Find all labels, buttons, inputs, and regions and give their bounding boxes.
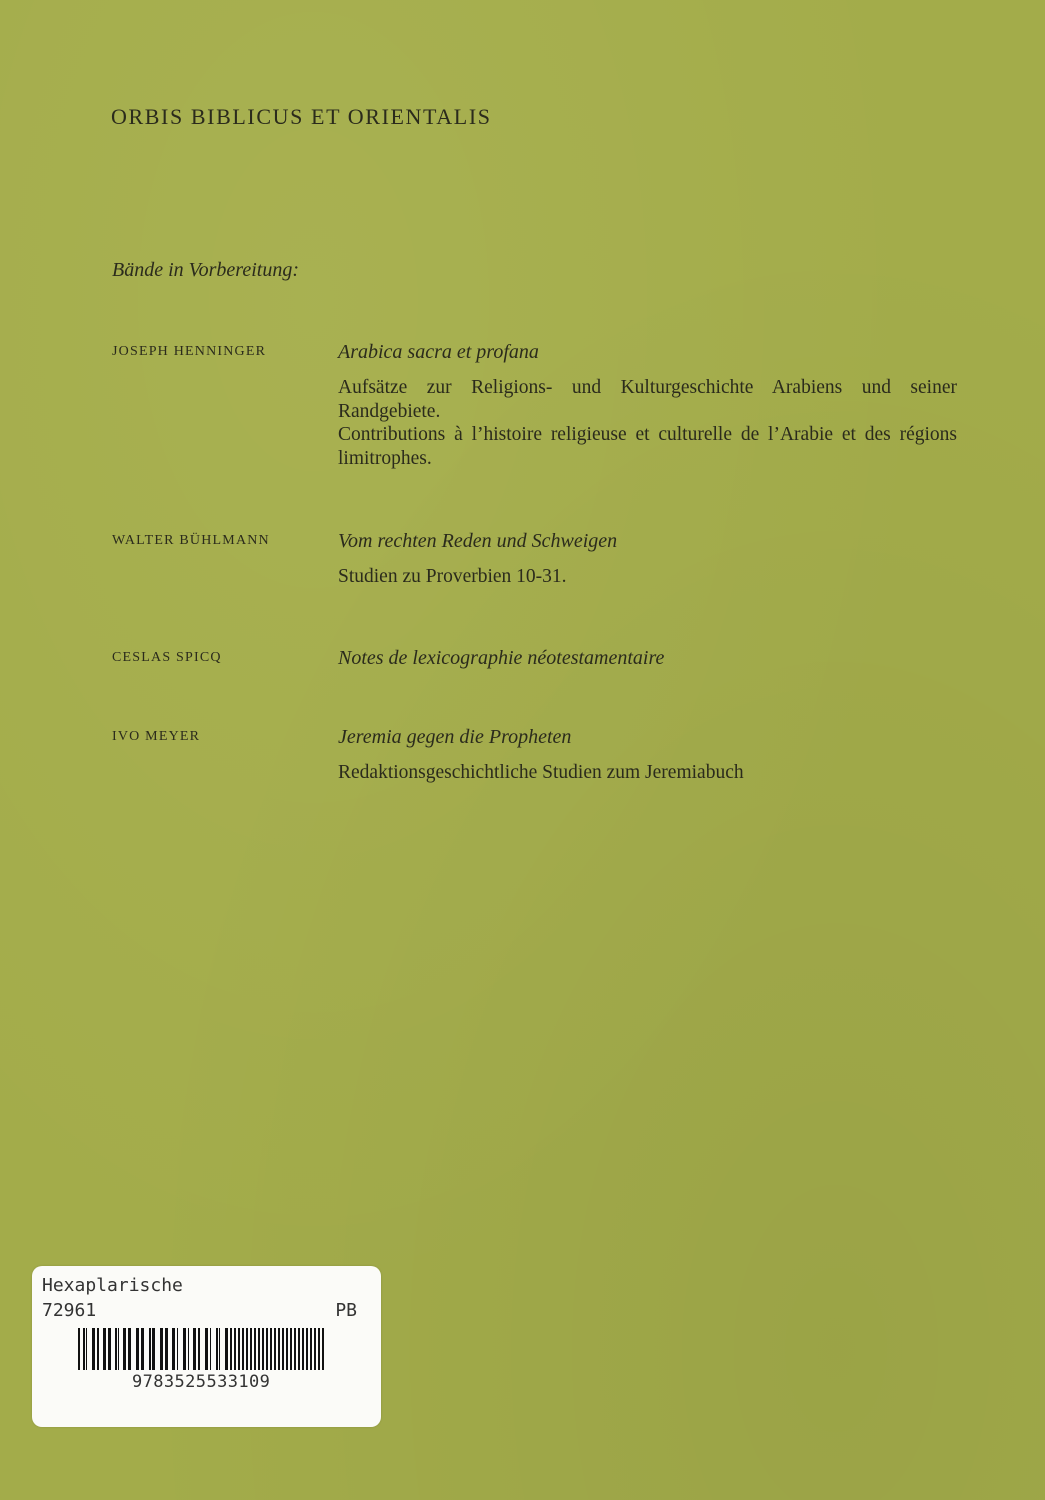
section-heading: Bände in Vorbereitung:: [112, 259, 300, 281]
barcode-bar: [205, 1328, 208, 1370]
barcode-bar: [115, 1328, 117, 1370]
barcode-bar: [78, 1328, 80, 1370]
barcode-sticker: [32, 1266, 381, 1427]
entry-author: JOSEPH HENNINGER: [112, 344, 267, 359]
sticker-code: 72961: [42, 1300, 97, 1321]
barcode-bar: [270, 1328, 272, 1370]
entry-work: [338, 725, 957, 785]
barcode-bar: [234, 1328, 236, 1370]
barcode-bar: [286, 1328, 288, 1370]
barcode-bar: [128, 1328, 131, 1370]
barcode-bar: [177, 1328, 178, 1370]
barcode-bar: [274, 1328, 276, 1370]
entry-description-line: Studien zu Proverbien 10-31.: [338, 566, 567, 587]
barcode-bar: [294, 1328, 296, 1370]
barcode-bar: [254, 1328, 256, 1370]
entry-work: [338, 529, 957, 589]
entry-description-line: Contributions à l’histoire religieuse et culturelle de l’Arabie et des régions limitrophes.: [338, 424, 957, 469]
entry-author: CESLAS SPICQ: [112, 650, 222, 665]
barcode-bar: [262, 1328, 264, 1370]
sticker-format: PB: [335, 1300, 357, 1321]
barcode-bar: [86, 1328, 87, 1370]
barcode-bar: [238, 1328, 240, 1370]
barcode-bar: [216, 1328, 218, 1370]
barcode-bar: [246, 1328, 248, 1370]
barcode-bar: [282, 1328, 284, 1370]
sticker-title: Hexaplarische: [42, 1275, 183, 1296]
entry-author: IVO MEYER: [112, 729, 201, 744]
barcode-bar: [318, 1328, 320, 1370]
barcode-bar: [193, 1328, 196, 1370]
entry-work: [338, 340, 957, 470]
series-title: ORBIS BIBLICUS ET ORIENTALIS: [111, 104, 492, 129]
barcode-bar: [310, 1328, 312, 1370]
barcode-bar: [302, 1328, 304, 1370]
entry-description: [338, 376, 957, 470]
barcode-bar: [210, 1328, 211, 1370]
barcode-bar: [97, 1328, 99, 1370]
barcode-bar: [188, 1328, 189, 1370]
barcode-bar: [172, 1328, 175, 1370]
entry-description-line: Aufsätze zur Religions- und Kulturgeschichte Arabiens und seiner Randgebiete.: [338, 377, 957, 422]
barcode-bar: [136, 1328, 139, 1370]
barcode-bar: [165, 1328, 168, 1370]
barcode-bar: [92, 1328, 95, 1370]
entry-description: [338, 761, 957, 785]
barcode-bar: [219, 1328, 220, 1370]
barcode-bar: [160, 1328, 163, 1370]
barcode-bar: [83, 1328, 85, 1370]
sticker-isbn: 9783525533109: [132, 1372, 271, 1392]
entry-work: [338, 646, 957, 670]
barcode-bar: [108, 1328, 111, 1370]
barcode-bar: [103, 1328, 106, 1370]
barcode-bar: [242, 1328, 244, 1370]
barcode-bar: [314, 1328, 316, 1370]
barcode-bar: [183, 1328, 186, 1370]
barcode-bar: [290, 1328, 292, 1370]
barcode-bar: [123, 1328, 126, 1370]
entry-title: Arabica sacra et profana: [338, 341, 539, 363]
barcode-bar: [152, 1328, 155, 1370]
entry-title: Notes de lexicographie néotestamentaire: [338, 647, 665, 669]
barcode-graphic: [78, 1328, 333, 1370]
barcode-bar: [141, 1328, 144, 1370]
barcode-bar: [118, 1328, 119, 1370]
entry-author: WALTER BÜHLMANN: [112, 533, 270, 548]
barcode-bar: [298, 1328, 300, 1370]
entry-description: [338, 565, 957, 589]
barcode-bar: [322, 1328, 324, 1370]
entry-title: Jeremia gegen die Propheten: [338, 726, 572, 748]
barcode-bar: [306, 1328, 308, 1370]
barcode-bar: [225, 1328, 228, 1370]
barcode-bar: [278, 1328, 280, 1370]
barcode-bar: [149, 1328, 151, 1370]
barcode-bar: [266, 1328, 268, 1370]
entry-title: Vom rechten Reden und Schweigen: [338, 530, 618, 552]
barcode-bar: [258, 1328, 260, 1370]
entry-description-line: Redaktionsgeschichtliche Studien zum Jeremiabuch: [338, 762, 744, 783]
barcode-bar: [198, 1328, 200, 1370]
barcode-bar: [230, 1328, 232, 1370]
barcode-bar: [250, 1328, 252, 1370]
